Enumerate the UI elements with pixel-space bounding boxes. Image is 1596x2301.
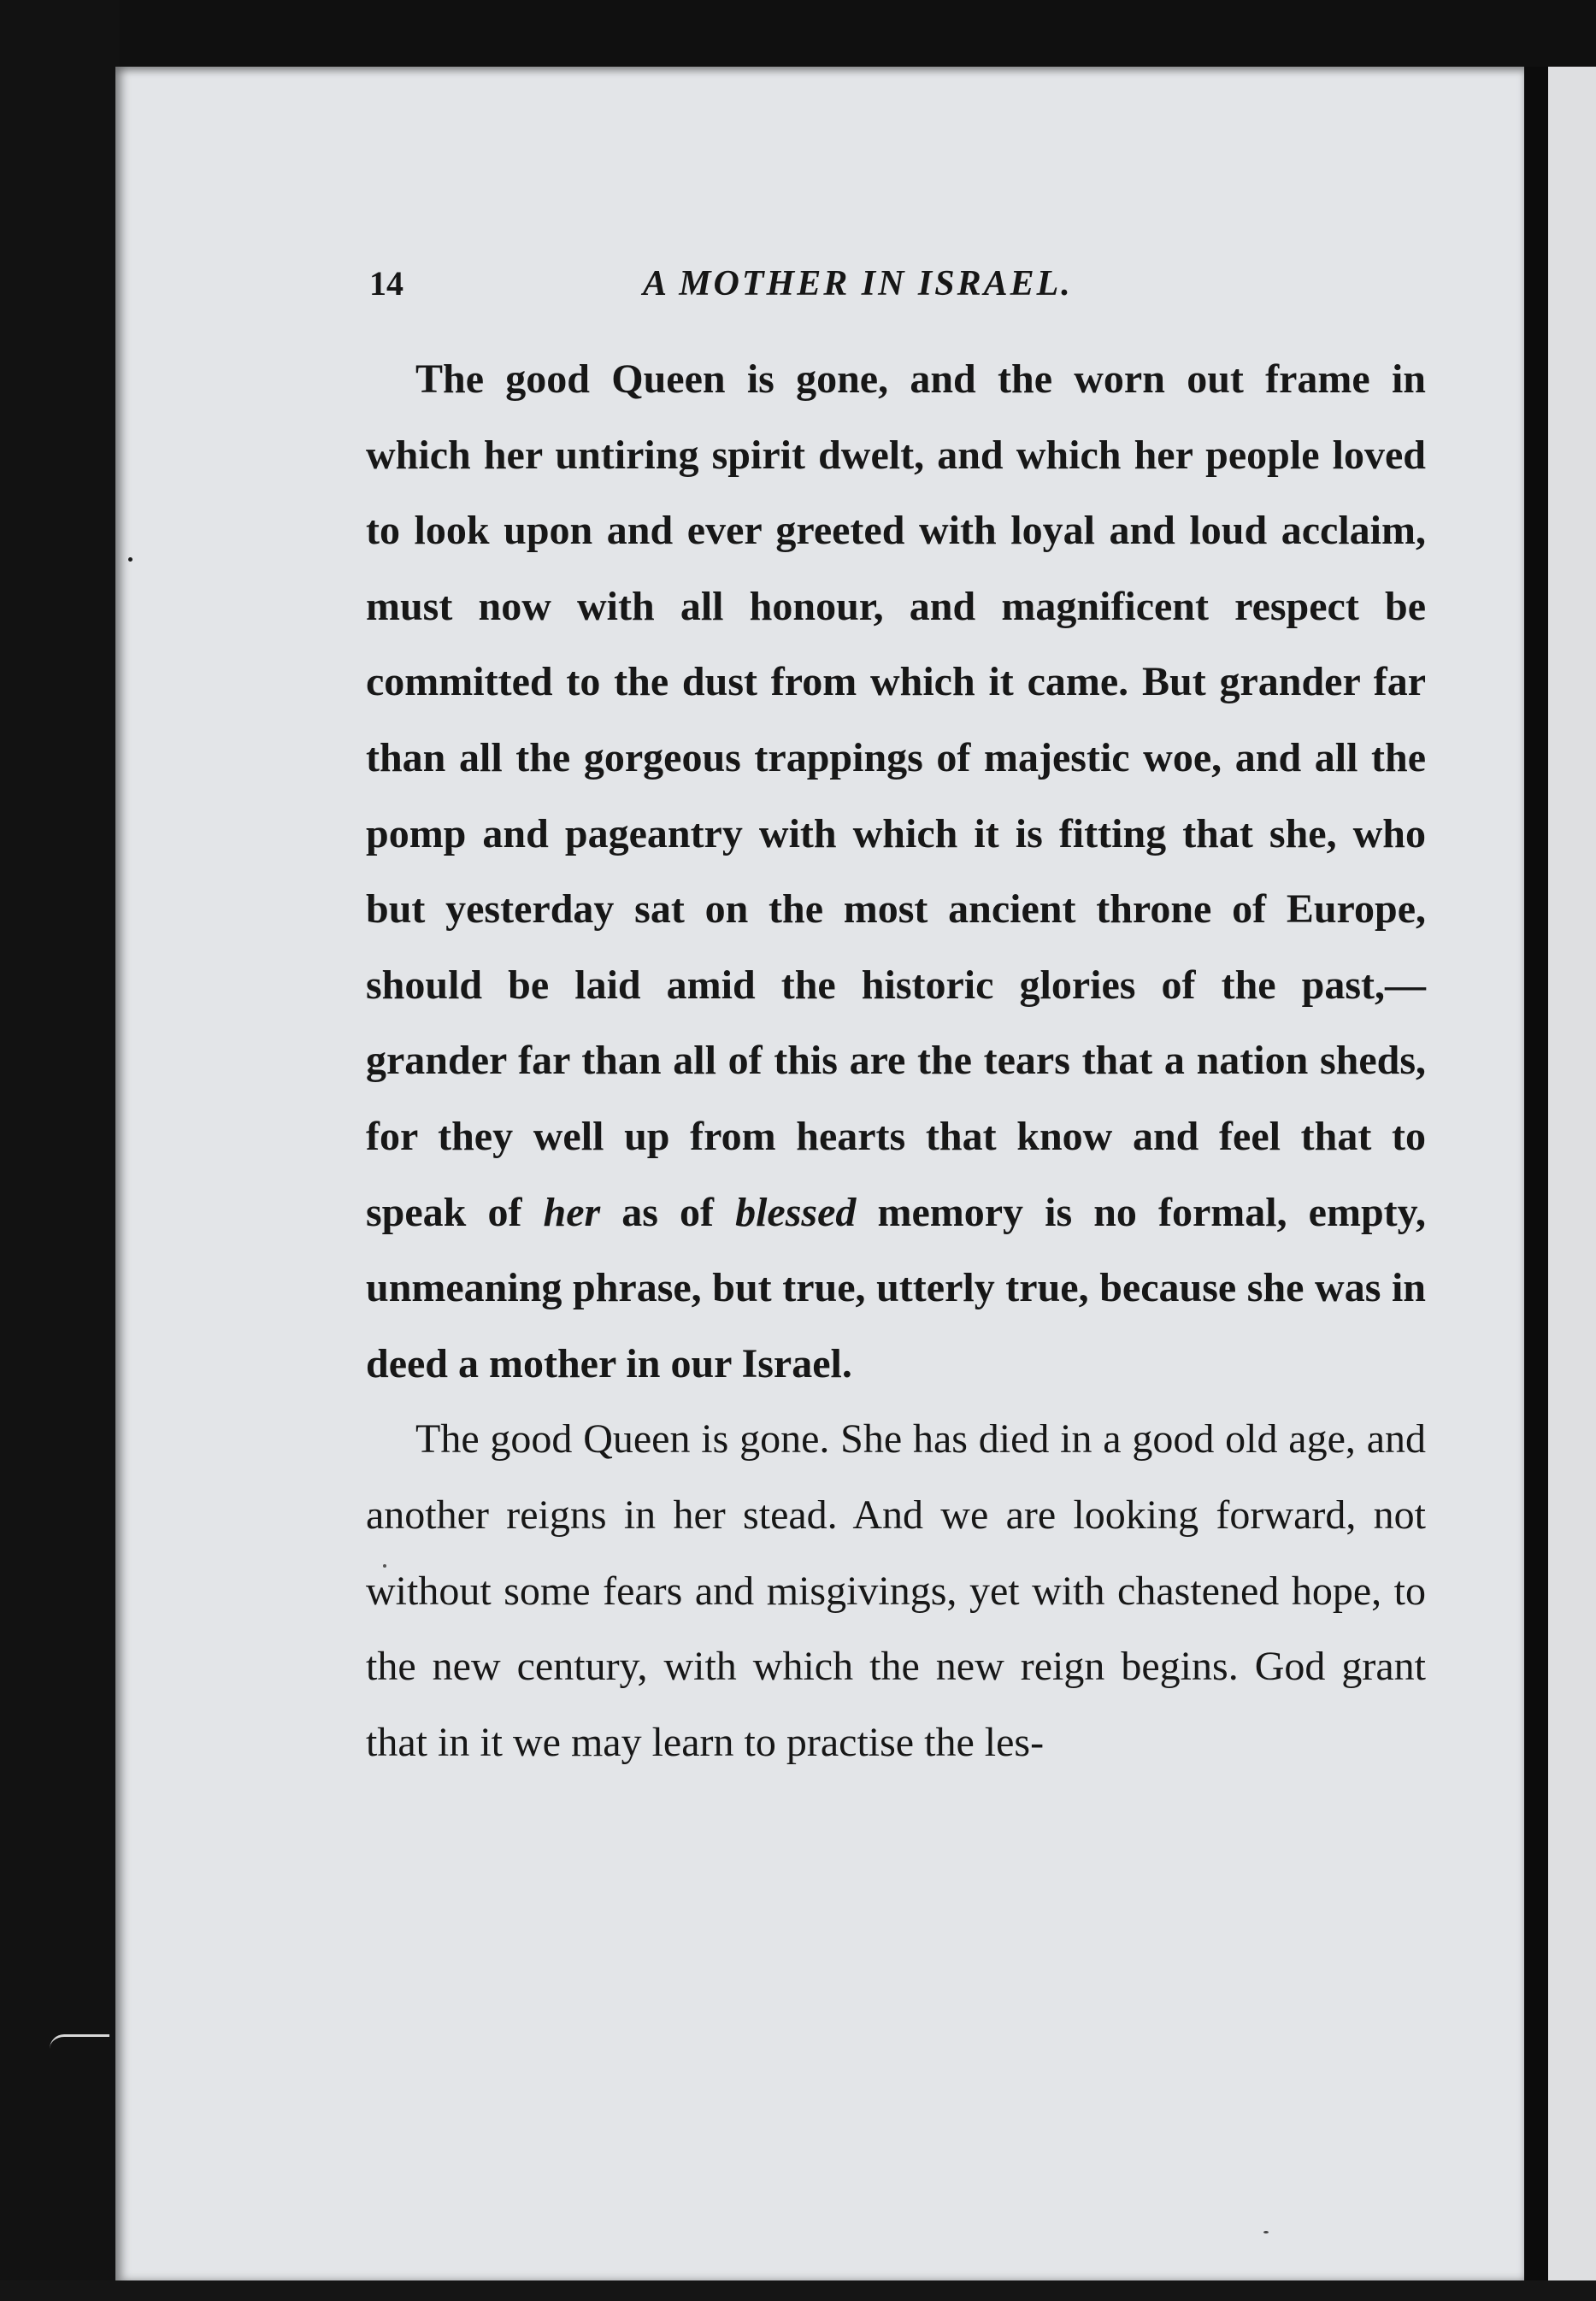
emphasis-blessed: blessed	[735, 1189, 857, 1235]
paragraph-1-text-c: memory is no formal, empty, unmeaning phrase, but true, utterly true, because she was in deed a mother in our Israel.	[366, 1189, 1426, 1386]
paper-scrap-mark	[50, 2034, 109, 2049]
paragraph-2: The good Queen is gone. She has died in a good old age, and another reigns in her stead. And we are looking forward, not without some fears and misgivings, yet with chastened hope, to the new century, with which the new reign begins. God grant that in it we may learn to practise the les-	[366, 1416, 1426, 1765]
paragraph-1-text-a: The good Queen is gone, and the worn out frame in which her untiring spirit dwelt, and which her people loved to look upon and ever greeted with loyal and loud acclaim, must now with all honour, and magnificent respect be committed to the dust from which it came. But grander far than all the gorgeous trappings of majestic woe, and all the pomp and pageantry with which it is fitting that she, who but yesterday sat on the most ancient throne of Europe, should be laid amid the historic glories of the past,—grander far than all of this are the tears that a nation sheds, for they well up from hearts that know and feel that to speak of	[366, 356, 1426, 1235]
page-number: 14	[369, 264, 403, 303]
scan-speck	[383, 1564, 386, 1568]
scan-speck	[128, 557, 133, 562]
paragraph-1	[366, 342, 1426, 1402]
scan-left-margin	[0, 0, 120, 2301]
facing-page-edge	[1524, 67, 1596, 2301]
paragraph-1-text-b: as of	[600, 1189, 736, 1235]
running-title: A MOTHER IN ISRAEL.	[643, 264, 1073, 303]
running-head	[369, 263, 1438, 315]
emphasis-her: her	[543, 1189, 601, 1235]
scan-top-margin	[0, 0, 1596, 68]
scan-speck	[1263, 2231, 1269, 2233]
body-text	[366, 342, 1426, 1780]
scan-bottom-margin	[0, 2280, 1596, 2301]
